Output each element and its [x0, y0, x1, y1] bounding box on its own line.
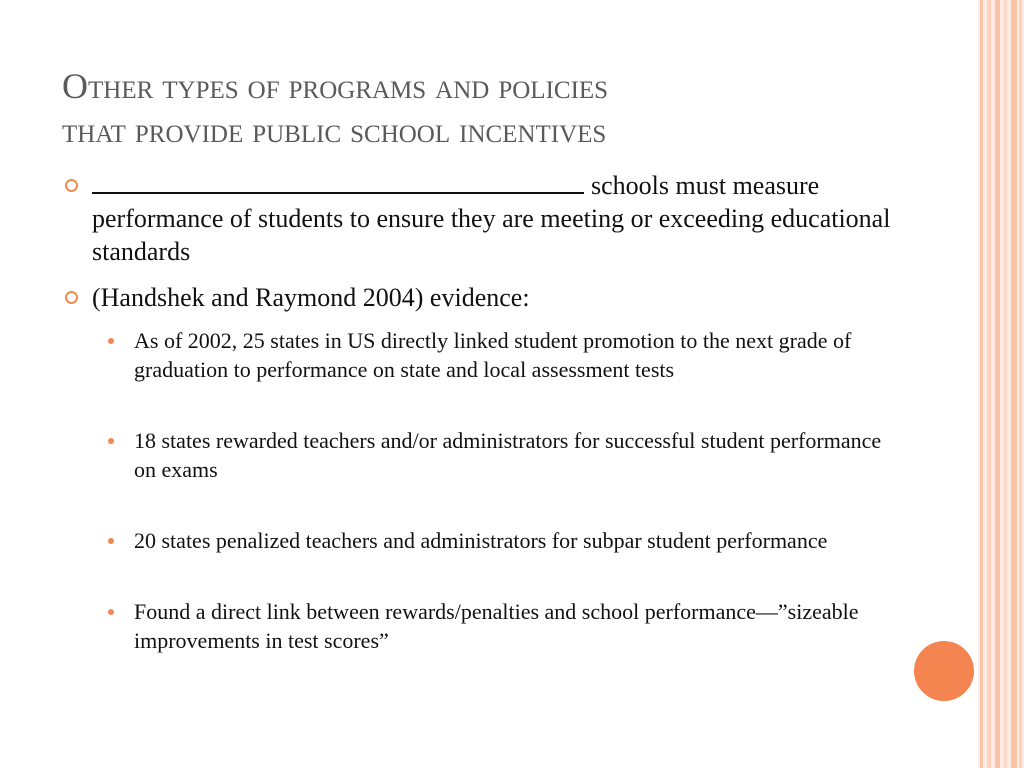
sub-bullet-item-3	[62, 526, 892, 555]
sub-bullet-item-1	[62, 326, 892, 384]
stripe	[1019, 0, 1022, 768]
decorative-circle	[914, 641, 974, 701]
stripe	[978, 0, 1024, 768]
title-line-2: that provide public school incentives	[62, 110, 607, 150]
sub-bullet-text-4: Found a direct link between rewards/penalties and school performance—”sizeable improvements in test scores”	[134, 599, 859, 653]
bullet-text-2: (Handshek and Raymond 2004) evidence:	[92, 283, 530, 312]
stripe	[1011, 0, 1017, 768]
sub-bullet-text-1: As of 2002, 25 states in US directly linked student promotion to the next grade of graduation to performance on state and local assessment tests	[134, 328, 852, 382]
stripe	[1004, 0, 1007, 768]
stripe	[987, 0, 991, 768]
bullet-item-2	[62, 281, 892, 314]
stripe	[995, 0, 1000, 768]
decorative-stripes	[978, 0, 1024, 768]
sub-bullet-text-3: 20 states penalized teachers and administrators for subpar student performance	[134, 528, 828, 553]
sub-bullet-item-4	[62, 597, 892, 655]
dot-bullet-icon	[108, 609, 114, 615]
ring-bullet-icon	[65, 291, 78, 304]
bullet-text-1: schools must measure performance of students to ensure they are meeting or exceeding educational standards	[92, 171, 891, 266]
slide-title	[62, 64, 922, 152]
title-line-1: Other types of programs and policies	[62, 66, 609, 106]
ring-bullet-icon	[65, 179, 78, 192]
bullet-item-1	[62, 169, 892, 268]
dot-bullet-icon	[108, 438, 114, 444]
stripe	[980, 0, 983, 768]
dot-bullet-icon	[108, 538, 114, 544]
dot-bullet-icon	[108, 338, 114, 344]
sub-bullet-text-2: 18 states rewarded teachers and/or administrators for successful student performance on exams	[134, 428, 882, 482]
slide-body	[62, 169, 892, 697]
fill-in-blank	[92, 170, 584, 194]
sub-bullet-item-2	[62, 426, 892, 484]
